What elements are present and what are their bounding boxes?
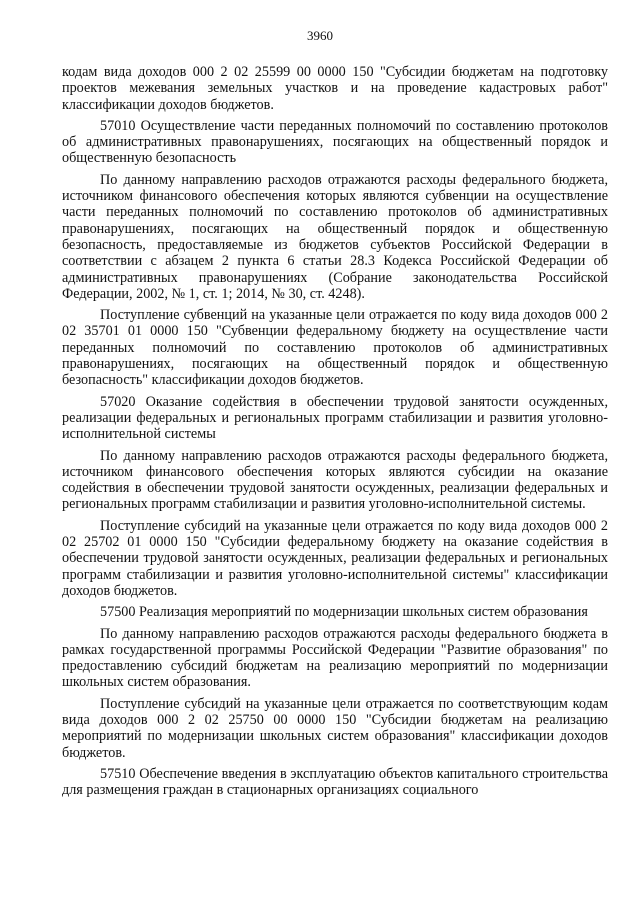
document-body	[62, 64, 608, 803]
paragraph: Поступление субсидий на указанные цели отражается по соответствующим кодам вида доходов 000 2 02 25750 00 0000 150 "Субсидии бюджетам на реализацию мероприятий по модернизации школьных систем образования" классификации доходов бюджетов.	[62, 695, 608, 761]
page-number: 3960	[307, 28, 333, 43]
paragraph: Поступление субвенций на указанные цели отражается по коду вида доходов 000 2 02 35701 01 0000 150 "Субвенции федеральному бюджету на осуществление части переданных полномочий по составлению протоколов об административных правонарушениях, посягающих на общественный порядок и общественную безопасность" классификации доходов бюджетов.	[62, 307, 608, 389]
section-heading-57500: 57500 Реализация мероприятий по модернизации школьных систем образования	[100, 604, 588, 621]
section-heading-57510: 57510 Обеспечение введения в эксплуатацию объектов капитального строительства для размещения граждан в стационарных организациях социального	[62, 765, 608, 799]
paragraph: По данному направлению расходов отражаются расходы федерального бюджета, источником финансового обеспечения которых являются субвенции на осуществление части переданных полномочий по составлению протоколов об административных правонарушениях, посягающих на общественный порядок и общественную безопасность, предоставляемые из бюджетов субъектов Российской Федерации в соответствии с абзацем 2 пункта 6 статьи 28.3 Кодекса Российской Федерации об административных правонарушениях (Собрание законодательства Российской Федерации, 2002, № 1, ст. 1; 2014, № 30, ст. 4248).	[62, 171, 608, 302]
section-heading-57020: 57020 Оказание содействия в обеспечении трудовой занятости осужденных, реализации федеральных и региональных программ стабилизации и развития уголовно-исполнительной системы	[62, 393, 608, 443]
paragraph-continuation: кодам вида доходов 000 2 02 25599 00 0000 150 "Субсидии бюджетам на подготовку проектов межевания земельных участков и на проведение кадастровых работ" классификации доходов бюджетов.	[62, 64, 608, 113]
paragraph: По данному направлению расходов отражаются расходы федерального бюджета, источником финансового обеспечения которых являются субсидии на оказание содействия в обеспечении трудовой занятости осужденных, реализации федеральных и региональных программ стабилизации и развития уголовно-исполнительной системы.	[62, 447, 608, 513]
paragraph: По данному направлению расходов отражаются расходы федерального бюджета в рамках государственной программы Российской Федерации "Развитие образования" по предоставлению субсидий бюджетам на реализацию мероприятий по модернизации школьных систем образования.	[62, 625, 608, 691]
paragraph: Поступление субсидий на указанные цели отражается по коду вида доходов 000 2 02 25702 01 0000 150 "Субсидии федеральному бюджету на оказание содействия в обеспечении трудовой занятости осужденных, реализации федеральных и региональных программ стабилизации и развития уголовно-исполнительной системы" классификации доходов бюджетов.	[62, 517, 608, 599]
section-heading-57010: 57010 Осуществление части переданных полномочий по составлению протоколов об административных правонарушениях, посягающих на общественный порядок и общественную безопасность	[62, 117, 608, 167]
